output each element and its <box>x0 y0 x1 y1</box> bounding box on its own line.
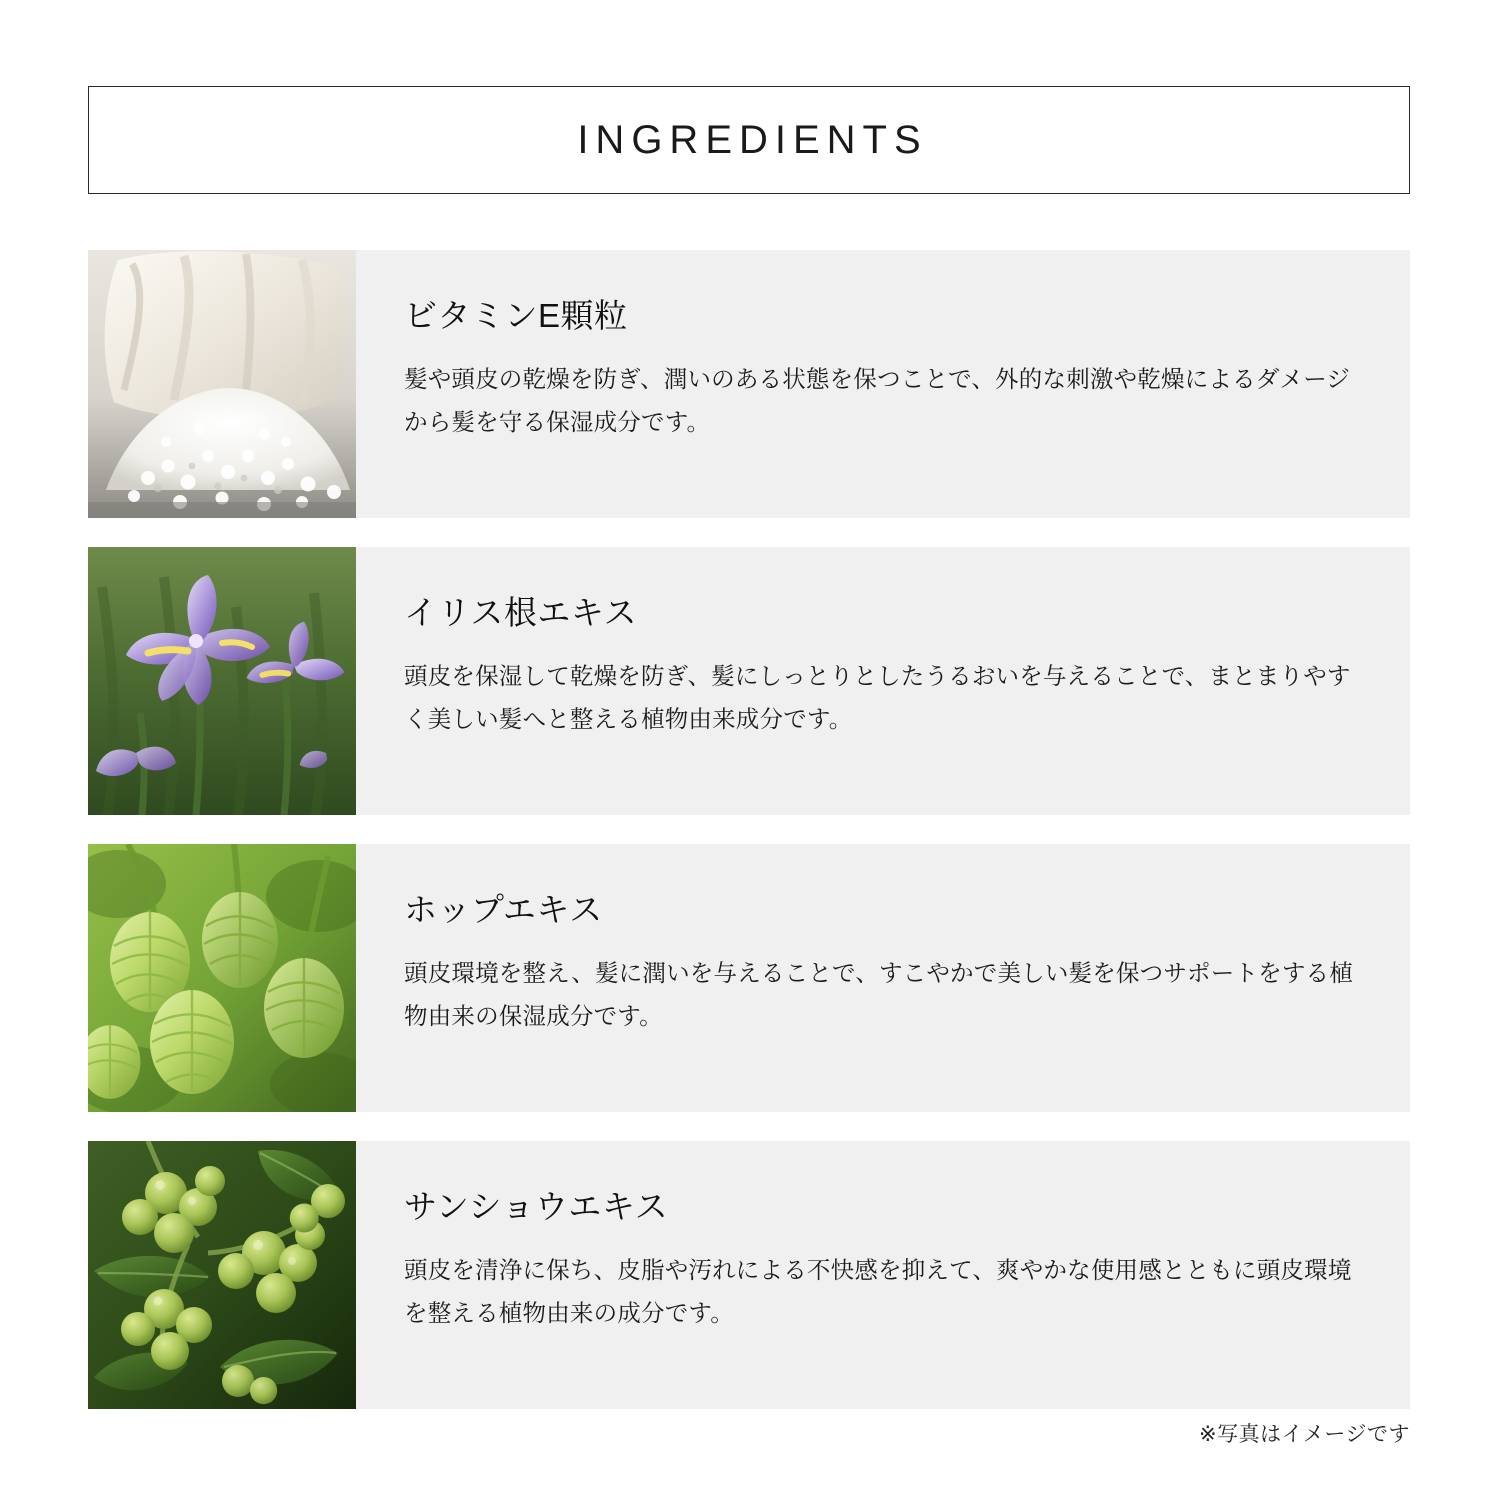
list-item <box>88 1141 1410 1409</box>
ingredient-list <box>88 250 1410 1409</box>
sansho-berries-photo <box>88 1141 356 1409</box>
ingredient-description: 頭皮を清浄に保ち、皮脂や汚れによる不快感を抑えて、爽やかな使用感とともに頭皮環境を整える植物由来の成分です。 <box>404 1256 1352 1327</box>
ingredient-text <box>356 1141 1410 1409</box>
vitamin-e-granules-photo <box>88 250 356 518</box>
hops-photo <box>88 844 356 1112</box>
header-box <box>88 86 1410 194</box>
ingredient-description: 頭皮を保湿して乾燥を防ぎ、髪にしっとりとしたうるおいを与えることで、まとまりやすく美しい髪へと整える植物由来成分です。 <box>404 662 1351 733</box>
ingredient-name: イリス根エキス <box>404 594 638 631</box>
ingredient-text <box>356 250 1410 518</box>
list-item <box>88 250 1410 518</box>
ingredient-description: 頭皮環境を整え、髪に潤いを与えることで、すこやかで美しい髪を保つサポートをする植物由来の保湿成分です。 <box>404 959 1353 1030</box>
list-item <box>88 844 1410 1112</box>
ingredient-text <box>356 547 1410 815</box>
list-item <box>88 547 1410 815</box>
ingredient-text <box>356 844 1410 1112</box>
page-title: INGREDIENTS <box>577 117 928 162</box>
ingredient-name: ビタミンE顆粒 <box>404 297 628 334</box>
ingredient-name: サンショウエキス <box>404 1188 669 1225</box>
ingredient-description: 髪や頭皮の乾燥を防ぎ、潤いのある状態を保つことで、外的な刺激や乾燥によるダメージから髪を守る保湿成分です。 <box>404 365 1351 436</box>
footnote: ※写真はイメージです <box>1199 1423 1410 1446</box>
ingredient-name: ホップエキス <box>404 891 603 928</box>
iris-flower-photo <box>88 547 356 815</box>
